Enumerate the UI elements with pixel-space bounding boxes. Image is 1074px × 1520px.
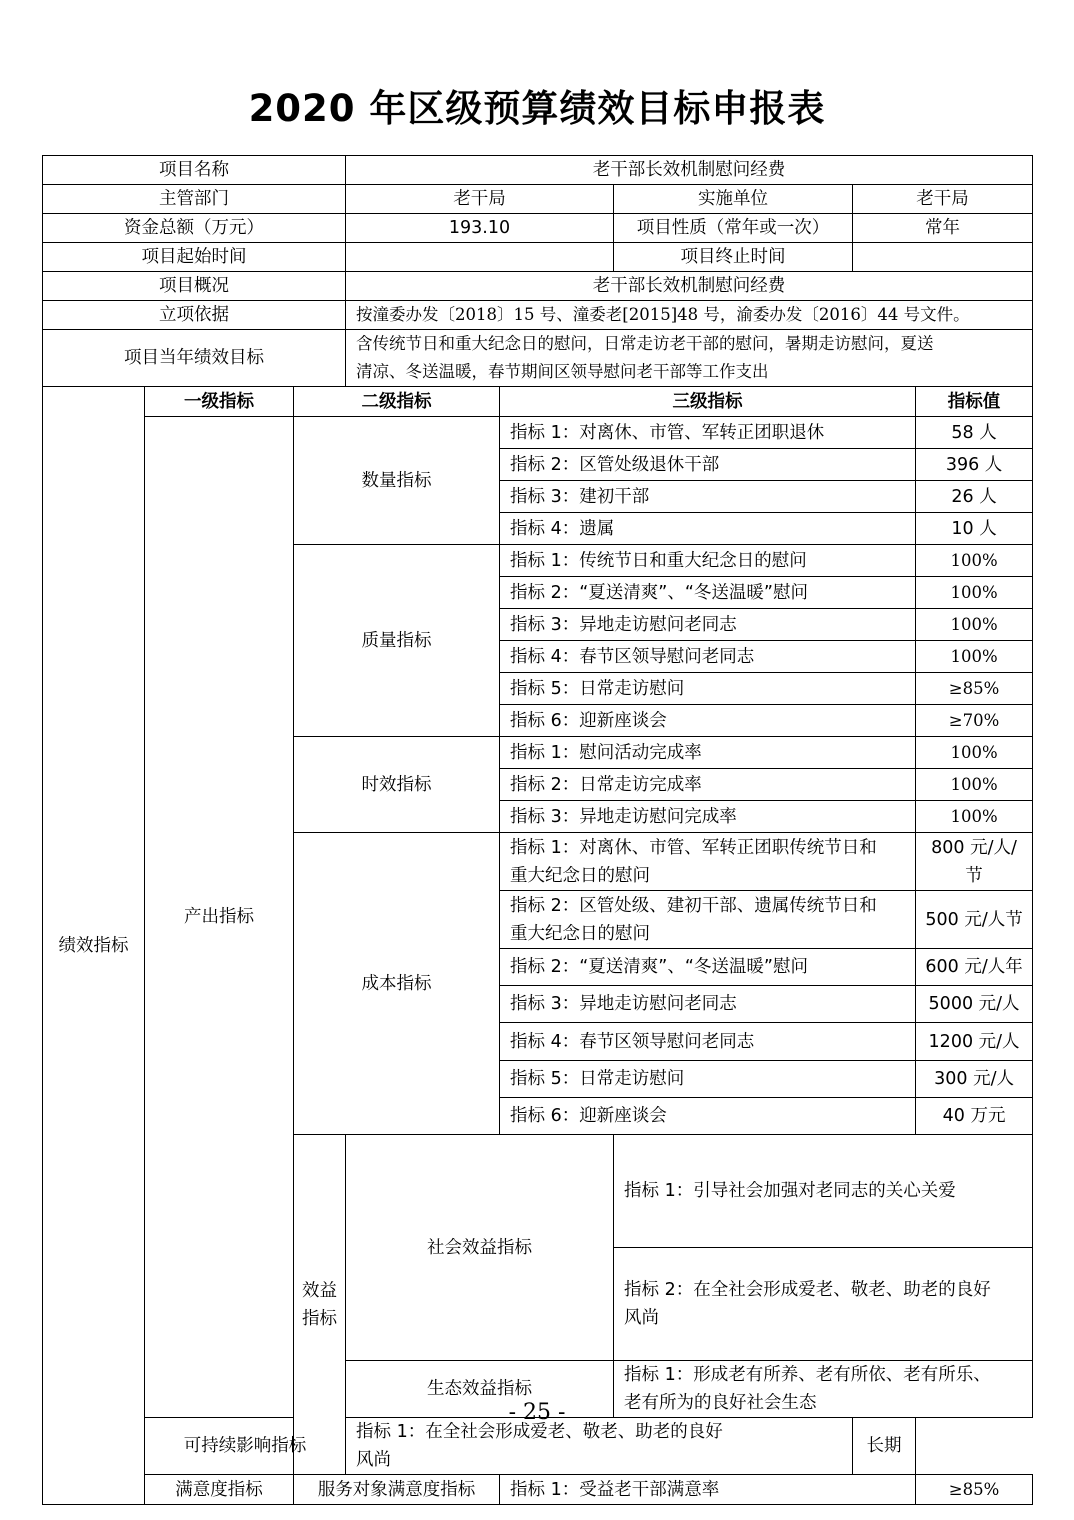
- indicator-text: [500, 833, 916, 891]
- fund-label: 资金总额（万元）: [43, 214, 346, 243]
- indicator-value: 100%: [916, 769, 1033, 801]
- indicator-line-2: 风尚: [624, 1308, 660, 1328]
- page-title: 2020 年区级预算绩效目标申报表: [248, 87, 826, 130]
- table-row: [43, 330, 1033, 387]
- level1-benefit: 效益指标: [294, 1135, 346, 1475]
- table-row: [43, 243, 1033, 272]
- end-value: [853, 243, 1033, 272]
- indicator-value: [916, 833, 1033, 891]
- indicator-text: 指标 2：“夏送清爽”、“冬送温暖”慰问: [500, 949, 916, 986]
- fund-value: 193.10: [346, 214, 614, 243]
- indicator-text: 指标 2：“夏送清爽”、“冬送温暖”慰问: [500, 577, 916, 609]
- level2-service: 服务对象满意度指标: [294, 1475, 500, 1505]
- level2-social: 社会效益指标: [346, 1135, 614, 1361]
- header-level1: 一级指标: [145, 387, 294, 417]
- perf-indicator-label: 绩效指标: [43, 387, 145, 1505]
- basis-label: 立项依据: [43, 301, 346, 330]
- indicator-line-1: 指标 2：在全社会形成爱老、敬老、助老的良好: [624, 1280, 991, 1300]
- indicator-value: 100%: [916, 609, 1033, 641]
- indicator-value: 300 元/人: [916, 1061, 1033, 1098]
- table-row: [43, 1418, 1033, 1475]
- indicator-text: 指标 6：迎新座谈会: [500, 705, 916, 737]
- indicator-text: 指标 1：对离休、市管、军转正团职退休: [500, 417, 916, 449]
- level2-sustainable: 可持续影响指标: [145, 1418, 346, 1475]
- indicator-text: 指标 1：受益老干部满意率: [500, 1475, 916, 1505]
- indicator-value: 26 人: [916, 481, 1033, 513]
- dept-value: 老干局: [346, 185, 614, 214]
- table-header-row: [43, 387, 1033, 417]
- indicator-value: 100%: [916, 641, 1033, 673]
- indicator-text: [500, 891, 916, 949]
- table-row: [43, 185, 1033, 214]
- indicator-value: 58 人: [916, 417, 1033, 449]
- indicator-value: 100%: [916, 545, 1033, 577]
- indicator-value: ≥85%: [916, 1475, 1033, 1505]
- level2-cost: 成本指标: [294, 833, 500, 1135]
- table-row: [43, 272, 1033, 301]
- indicator-line-1: 指标 1：形成老有所养、老有所依、老有所乐、: [624, 1365, 991, 1385]
- start-label: 项目起始时间: [43, 243, 346, 272]
- indicator-text: 指标 3：建初干部: [500, 481, 916, 513]
- goal-line-1: 含传统节日和重大纪念日的慰问，日常走访老干部的慰问，暑期走访慰问，夏送: [356, 334, 934, 353]
- indicator-value: 600 元/人年: [916, 949, 1033, 986]
- indicator-text: 指标 6：迎新座谈会: [500, 1098, 916, 1135]
- overview-value: 老干部长效机制慰问经费: [346, 272, 1033, 301]
- indicator-text: 指标 2：日常走访完成率: [500, 769, 916, 801]
- level2-timeliness: 时效指标: [294, 737, 500, 833]
- end-label: 项目终止时间: [614, 243, 853, 272]
- indicator-value-line-2: 节: [965, 865, 983, 886]
- indicator-text: 指标 4：春节区领导慰问老同志: [500, 641, 916, 673]
- indicator-text: 指标 1：慰问活动完成率: [500, 737, 916, 769]
- level1-satisfaction: 满意度指标: [145, 1475, 294, 1505]
- indicator-text: 指标 3：异地走访慰问老同志: [500, 986, 916, 1023]
- level2-ecological: 生态效益指标: [346, 1361, 614, 1418]
- nature-value: 常年: [853, 214, 1033, 243]
- indicator-line-1: 指标 2：区管处级、建初干部、遗属传统节日和: [510, 895, 877, 916]
- header-value: 指标值: [916, 387, 1033, 417]
- table-row: [43, 156, 1033, 185]
- goal-label: 项目当年绩效目标: [43, 330, 346, 387]
- table-row: [43, 214, 1033, 243]
- indicator-text: 指标 5：日常走访慰问: [500, 1061, 916, 1098]
- indicator-value: ≥85%: [916, 673, 1033, 705]
- indicator-line-2: 风尚: [356, 1450, 392, 1470]
- indicator-line-2: 老有所为的良好社会生态: [624, 1393, 817, 1413]
- indicator-text: 指标 4：遗属: [500, 513, 916, 545]
- indicator-text: 指标 1：传统节日和重大纪念日的慰问: [500, 545, 916, 577]
- indicator-value: 100%: [916, 577, 1033, 609]
- header-level2: 二级指标: [294, 387, 500, 417]
- indicator-text: 指标 5：日常走访慰问: [500, 673, 916, 705]
- table-row: [43, 417, 1033, 449]
- header-level3: 三级指标: [500, 387, 916, 417]
- unit-value: 老干局: [853, 185, 1033, 214]
- indicator-line-2: 重大纪念日的慰问: [510, 865, 651, 886]
- indicator-value: ≥70%: [916, 705, 1033, 737]
- indicator-value: 长期: [853, 1418, 916, 1475]
- project-name-value: 老干部长效机制慰问经费: [346, 156, 1033, 185]
- indicator-text: [614, 1248, 1033, 1361]
- basis-value: 按潼委办发〔2018〕15 号、潼委老[2015]48 号，渝委办发〔2016〕44 号文件。: [346, 301, 1033, 330]
- dept-label: 主管部门: [43, 185, 346, 214]
- indicator-text: 指标 1：引导社会加强对老同志的关心关爱: [614, 1135, 1033, 1248]
- nature-label: 项目性质（常年或一次）: [614, 214, 853, 243]
- indicator-value: 1200 元/人: [916, 1023, 1033, 1061]
- indicator-value: 500 元/人节: [916, 891, 1033, 949]
- indicator-line-1: 指标 1：在全社会形成爱老、敬老、助老的良好: [356, 1422, 723, 1442]
- overview-label: 项目概况: [43, 272, 346, 301]
- table-row: [43, 1475, 1033, 1505]
- budget-performance-table: [42, 155, 1033, 1505]
- unit-label: 实施单位: [614, 185, 853, 214]
- level2-quality: 质量指标: [294, 545, 500, 737]
- indicator-value: 40 万元: [916, 1098, 1033, 1135]
- level2-quantity: 数量指标: [294, 417, 500, 545]
- indicator-text: 指标 4：春节区领导慰问老同志: [500, 1023, 916, 1061]
- indicator-text: [346, 1418, 853, 1475]
- indicator-value-line-1: 800 元/人/: [931, 837, 1017, 858]
- project-name-label: 项目名称: [43, 156, 346, 185]
- level1-output: 产出指标: [145, 417, 294, 1418]
- page-number: - 25 -: [508, 1400, 566, 1425]
- indicator-line-1: 指标 1：对离休、市管、军转正团职传统节日和: [510, 837, 877, 858]
- indicator-text: 指标 2：区管处级退休干部: [500, 449, 916, 481]
- indicator-text: 指标 3：异地走访慰问老同志: [500, 609, 916, 641]
- indicator-value: 100%: [916, 801, 1033, 833]
- indicator-value: 10 人: [916, 513, 1033, 545]
- indicator-value: 396 人: [916, 449, 1033, 481]
- indicator-value: 100%: [916, 737, 1033, 769]
- indicator-value: 5000 元/人: [916, 986, 1033, 1023]
- indicator-text: 指标 3：异地走访慰问完成率: [500, 801, 916, 833]
- table-row: [43, 301, 1033, 330]
- goal-value: [346, 330, 1033, 387]
- goal-line-2: 清凉、冬送温暖，春节期间区领导慰问老干部等工作支出: [356, 362, 769, 381]
- start-value: [346, 243, 614, 272]
- indicator-line-2: 重大纪念日的慰问: [510, 923, 651, 944]
